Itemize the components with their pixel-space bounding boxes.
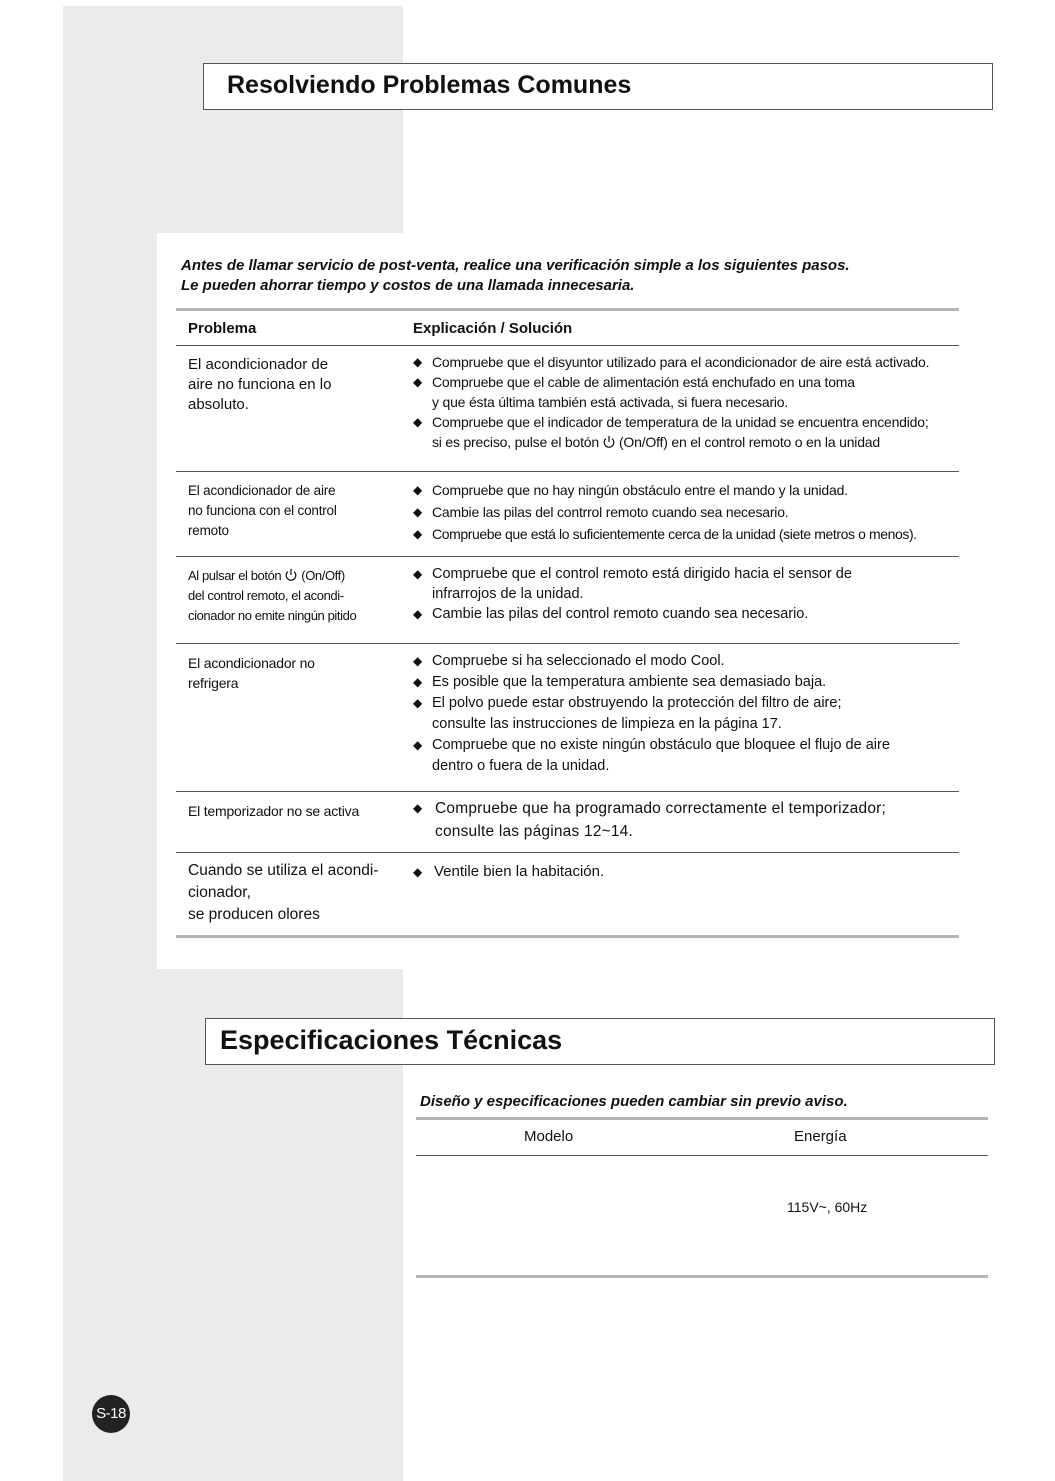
troubleshooting-intro [181,256,981,296]
solution-continuation: si es preciso, pulse el botón (On/Off) en el control remoto o en la unidad [432,434,880,450]
problem-line: El acondicionador de aire [188,483,336,498]
row-divider [176,852,959,853]
problem-line: aire no funciona en lo [188,376,332,393]
problem-cell [188,801,403,821]
column-header-power: Energía [794,1128,847,1145]
problem-line: El temporizador no se activa [188,803,360,819]
table-top-rule [176,308,959,311]
diamond-icon: ◆ [413,801,423,815]
power-icon [284,568,298,582]
diamond-icon: ◆ [413,607,423,621]
problem-line: del control remoto, el acondi- [188,588,344,603]
problem-line: no funciona con el control [188,503,337,518]
diamond-icon: ◆ [413,527,422,541]
solution-cell [413,651,983,777]
diamond-icon: ◆ [413,505,423,519]
solution-continuation: infrarrojos de la unidad. [432,586,584,602]
troubleshooting-title: Resolviendo Problemas Comunes [203,63,993,110]
problem-cell [188,566,403,626]
table-header-rule [176,345,959,346]
solution-continuation: consulte las páginas 12~14. [435,823,633,840]
power-value: 115V~, 60Hz [787,1199,868,1215]
problem-line: El acondicionador no [188,655,315,671]
diamond-icon: ◆ [413,675,423,689]
problem-line: absoluto. [188,396,249,413]
solution-item: ◆ Es posible que la temperatura ambiente sea demasiado baja. [413,672,983,693]
row-divider [176,556,959,557]
diamond-icon: ◆ [413,696,423,710]
solution-item: ◆ Compruebe que no existe ningún obstáculo que bloquee el flujo de aire [413,735,983,756]
solution-item: ◆ Compruebe que el control remoto está dirigido hacia el sensor de [413,566,852,582]
problem-line: Al pulsar el botón (On/Off) [188,568,345,583]
table-bottom-rule [176,935,959,938]
intro-line-1: Antes de llamar servicio de post-venta, realice una verificación simple a los siguientes pasos. [181,257,850,274]
problem-line: remoto [188,523,229,538]
solution-continuation: y que ésta última también está activada, si fuera necesario. [432,394,789,410]
column-header-model: Modelo [524,1128,574,1145]
intro-line-2: Le pueden ahorrar tiempo y costos de una llamada innecesaria. [181,277,635,294]
problem-line: cionador, [188,884,251,901]
row-divider [176,643,959,644]
solution-cell [413,797,983,843]
problem-line: El acondicionador de [188,356,329,373]
solution-item: ◆ Compruebe que no hay ningún obstáculo entre el mando y la unidad. [413,479,973,501]
solution-item: ◆ Cambie las pilas del contrrol remoto cuando sea necesario. [413,501,973,523]
solution-item: ◆ Compruebe que está lo suficientemente cerca de la unidad (siete metros o menos). [413,523,973,545]
problem-line: refrigera [188,675,239,691]
row-divider [176,791,959,792]
solution-item: ◆ Compruebe que el cable de alimentación está enchufado en una toma [413,374,855,390]
specs-subtitle: Diseño y especificaciones pueden cambiar sin previo aviso. [420,1093,848,1110]
diamond-icon: ◆ [413,375,423,389]
diamond-icon: ◆ [413,355,423,369]
solution-item: ◆ Compruebe que el disyuntor utilizado para el acondicionador de aire está activado. [413,354,930,370]
solution-continuation: consulte las instrucciones de limpieza en la página 17. [432,716,782,732]
problem-cell [188,653,403,693]
diamond-icon: ◆ [413,865,423,879]
specs-header-rule [416,1155,988,1156]
solution-item: ◆ Compruebe que ha programado correctamente el temporizador; [413,797,983,820]
solution-item: ◆ Compruebe que el indicador de temperatura de la unidad se encuentra encendido; [413,414,929,430]
diamond-icon: ◆ [413,483,423,497]
problem-cell [188,481,403,541]
row-divider [176,471,959,472]
diamond-icon: ◆ [413,415,423,429]
page-number-badge: S-18 [92,1395,130,1433]
solution-continuation: dentro o fuera de la unidad. [432,758,610,774]
specs-bottom-rule [416,1275,988,1278]
column-header-solution: Explicación / Solución [413,320,573,337]
solution-item: ◆ Ventile bien la habitación. [413,863,605,880]
solution-cell [413,479,973,545]
specs-title: Especificaciones Técnicas [205,1018,995,1065]
problem-line: Cuando se utiliza el acondi- [188,862,379,879]
diamond-icon: ◆ [413,654,423,668]
problem-line: se producen olores [188,906,320,923]
diamond-icon: ◆ [413,567,423,581]
specs-top-rule [416,1117,988,1120]
solution-item: ◆ Cambie las pilas del control remoto cuando sea necesario. [413,606,809,622]
problem-cell [188,355,403,415]
solution-cell [413,352,983,452]
solution-cell [413,564,983,624]
diamond-icon: ◆ [413,738,423,752]
solution-item: ◆ Compruebe si ha seleccionado el modo Cool. [413,651,983,672]
problem-cell [188,860,403,926]
power-icon [602,435,616,449]
solution-cell [413,862,983,882]
problem-line: cionador no emite ningún pitido [188,608,357,623]
solution-item: ◆ El polvo puede estar obstruyendo la protección del filtro de aire; [413,693,983,714]
column-header-problem: Problema [188,320,257,337]
